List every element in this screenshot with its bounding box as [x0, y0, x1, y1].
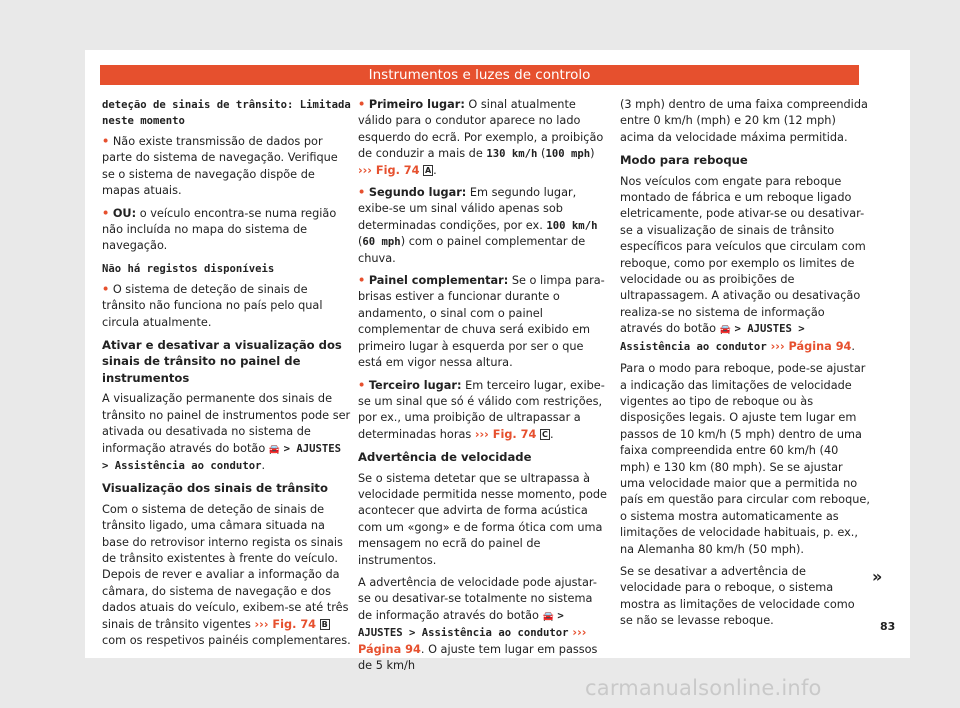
- bullet-icon: •: [102, 135, 110, 148]
- paragraph: A advertência de velocidade pode ajustar-se ou desativar-se totalmente no sistema de informação através do botão 🚘 > AJUSTES > Assistência ao condutor ››› Página 94. O ajuste tem lugar em passos de 5 km/h: [358, 575, 598, 672]
- paragraph: • Segundo lugar: Em segundo lugar, exibe-se um sinal válido apenas sob determinadas condições, por ex. 100 km/h (60 mph) com o painel complementar de chuva.: [358, 186, 598, 265]
- bullet-icon: •: [358, 98, 366, 111]
- subheading-speed-warning: Advertência de velocidade: [358, 450, 532, 465]
- menu-path: > AJUSTES > Assistência ao condutor: [620, 323, 805, 353]
- paragraph: • Terceiro lugar: Em terceiro lugar, exibe-se um sinal que só é válido com restrições, por ex., uma proibição de ultrapassar a determinadas horas ››› Fig. 74 C .: [358, 378, 605, 441]
- paragraph: (3 mph) dentro de uma faixa compreendida entre 0 km/h (mph) e 20 km (12 mph) acima da velocidade máxima permitida.: [620, 98, 868, 144]
- figure-label-box: A: [425, 165, 432, 175]
- paragraph: Se o sistema detetar que se ultrapassa à velocidade permitida nesse momento, pode acontecer que advirta de forma acústica com um «gong» e de forma ótica com uma mensagem no ecrã do painel de instrumentos.: [358, 471, 607, 567]
- paragraph: Para o modo para reboque, pode-se ajustar a indicação das limitações de velocidade vigentes ao tipo de reboque ou às disposições legais. O ajuste tem lugar em passos de 10 km/h (5 mph) dentro de uma faixa compreendida entre 60 km/h (40 mph) e 130 km (80 mph). Se se ajustar uma velocidade maior que a permitida no país em questão para circular com reboque, o sistema mostra automaticamente as limitações de velocidade habituais, p. ex., na Alemanha 80 km/h (50 mph).: [620, 362, 870, 556]
- paragraph: • OU: o veículo encontra-se numa região não incluída no mapa do sistema de navegação.: [102, 206, 337, 253]
- paragraph: A visualização permanente dos sinais de trânsito no painel de instrumentos pode ser ativada ou desativada no sistema de informação através do botão 🚘 > AJUSTES > Assistência ao condutor.: [102, 392, 351, 472]
- column-3: [620, 97, 870, 636]
- page-link[interactable]: ››› Página 94: [766, 339, 852, 353]
- continue-chevron-icon: »: [872, 567, 883, 586]
- figure-label-box: C: [540, 429, 550, 440]
- page-number: 83: [880, 620, 896, 633]
- paragraph: • Painel complementar: Se o limpa para-brisas estiver a funcionar durante o andamento, o sinal com o painel complementar de chuva será exibido em primeiro lugar à esquerda por ser o que está em vigor nessa altura.: [358, 274, 605, 370]
- paragraph: • Primeiro lugar: O sinal atualmente válido para o condutor aparece no lado esquerdo do ecrã. Por exemplo, a proibição de conduzir a mais de 130 km/h (100 mph) ››› Fig. 74 A .: [358, 98, 604, 177]
- paragraph: Com o sistema de deteção de sinais de trânsito ligado, uma câmara situada na base do retrovisor interno regista os sinais de trânsito existentes à frente do veículo. Depois de rever e avaliar a informação da câmara, do sistema de navegação e dos dados atuais do veículo, exibem-se até três sinais de trânsito vigentes ››› Fig. 74 B com os respetivos painéis complementares.: [102, 502, 351, 647]
- column-2: [358, 97, 608, 680]
- car-icon: 🚘: [268, 444, 281, 455]
- page-link[interactable]: ››› Página 94: [358, 626, 587, 656]
- paragraph: • O sistema de deteção de sinais de trânsito não funciona no país pelo qual circula atualmente.: [102, 282, 323, 329]
- figure-label-box: B: [321, 619, 328, 629]
- car-icon: 🚘: [542, 611, 554, 622]
- car-icon: 🚘: [719, 325, 731, 336]
- subheading-trailer-mode: Modo para reboque: [620, 153, 748, 168]
- bullet-icon: •: [358, 186, 366, 200]
- column-1: [102, 97, 352, 655]
- bullet-icon: •: [358, 378, 366, 392]
- paragraph: Nos veículos com engate para reboque montado de fábrica e um reboque ligado eletricamente, pode ativar-se ou desativar-se a visualização de sinais de trânsito específicos para veículos que circulam com reboque, como por exemplo os limites de velocidade ou as proibições de ultrapassagem. A ativação ou desativação realiza-se no sistema de informação através do botão 🚘 > AJUSTES > Assistência ao condutor ››› Página 94.: [620, 174, 866, 353]
- section-header: Instrumentos e luzes de controlo: [100, 65, 859, 85]
- paragraph: Se se desativar a advertência de velocidade para o reboque, o sistema mostra as limitações de velocidade como se não se levasse reboque.: [620, 564, 855, 628]
- figure-link[interactable]: ››› Fig. 74: [358, 163, 420, 177]
- figure-link[interactable]: ››› Fig. 74: [474, 427, 537, 441]
- message-heading-limited: deteção de sinais de trânsito: Limitada neste momento: [102, 99, 351, 127]
- bullet-icon: •: [358, 274, 366, 288]
- subheading-display: Visualização dos sinais de trânsito: [102, 481, 328, 496]
- bullet-icon: •: [102, 282, 110, 296]
- message-heading-no-records: Não há registos disponíveis: [102, 262, 275, 275]
- menu-path: > AJUSTES > Assistência ao condutor: [358, 609, 569, 640]
- paragraph: • Não existe transmissão de dados por parte do sistema de navegação. Verifique se o sistema de navegação dispõe de mapas atuais.: [102, 135, 338, 198]
- subheading-activate: Ativar e desativar a visualização dos sinais de trânsito no painel de instrumentos: [102, 338, 342, 385]
- watermark: carmanualsonline.info: [585, 676, 822, 700]
- menu-path: > AJUSTES > Assistência ao condutor: [102, 442, 342, 472]
- figure-link[interactable]: ››› Fig. 74: [254, 617, 317, 631]
- bullet-icon: •: [102, 206, 110, 220]
